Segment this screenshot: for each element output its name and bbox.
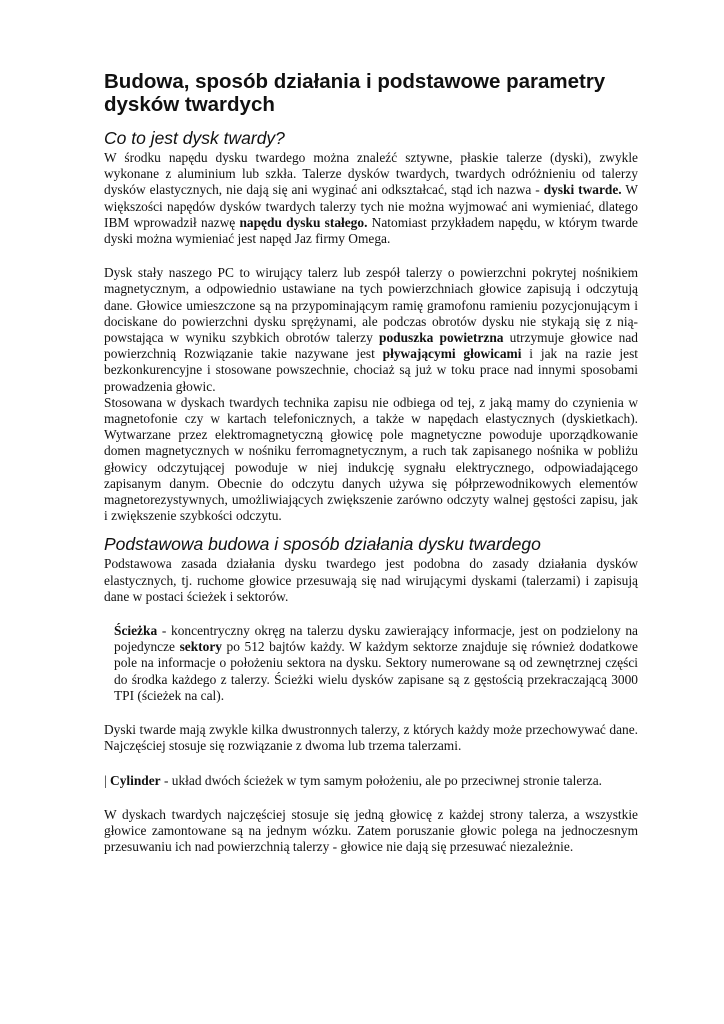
text: po 512 bajtów każdy. W każdym sektorze znajduje się również dodatkowe pole na informacje o położeniu sektora na dysku. Sektory numerowane są od zewnętrznej części do środka każdego z talerzy. Ścieżki wielu dysków zapisane są z gęstością przekraczającą 3000 TPI (ścieżek na cal). xyxy=(114,639,638,703)
paragraph-track-definition xyxy=(114,623,638,704)
bold-term-plywajace-glowice: pływającymi głowicami xyxy=(382,346,522,362)
paragraph-heads: W dyskach twardych najczęściej stosuje się jedną głowicę z każdej strony talerza, a wszystkie głowice zamontowane są na jednym wózku. Zatem poruszanie głowic polega na jednoczesnym przesuwaniu ich nad powierzchnią talerzy - głowice nie dają się przesuwać niezależnie. xyxy=(104,806,638,855)
document-title: Budowa, sposób działania i podstawowe parametry dysków twardych xyxy=(104,70,606,116)
text: i jak na razie jest bezkonkurencyjne i stosowane powszechnie, chociaż są już w toku prace nad innymi sposobami prowadzenia głowic. xyxy=(104,346,638,394)
document-page xyxy=(104,70,638,855)
bold-term-poduszka-powietrzna: poduszka powietrzna xyxy=(379,330,504,346)
section-heading-basic-structure: Podstawowa budowa i sposób działania dysku twardego xyxy=(104,534,541,555)
bold-term-napedu-dysku-stalego: napędu dysku stałego. xyxy=(239,214,368,230)
text: | xyxy=(104,772,111,788)
paragraph-platters: Dyski twarde mają zwykle kilka dwustronnych talerzy, z których każdy może przechowywać dane. Najczęściej stosuje się rozwiązanie z dwoma lub trzema talerzami. xyxy=(104,722,638,754)
text: Natomiast przykładem napędu, w którym twarde dyski można wymieniać jest napęd Jaz firmy Omega. xyxy=(104,214,638,247)
bold-term-dyski-twarde: dyski twarde. xyxy=(543,182,622,198)
paragraph-how-it-works xyxy=(104,265,638,395)
paragraph-cylinder-definition xyxy=(104,773,638,789)
text: W środku napędu dysku twardego można znaleźć sztywne, płaskie talerze (dyski), zwykle wykonane z aluminium lub szkła. Talerze dysków twardych, twardych odróżnieniu od talerzy dysków elastycznych, nie dają się ani wyginać ani odkształcać, stąd ich nazwa - xyxy=(104,150,638,198)
paragraph-basic-principle: Podstawowa zasada działania dysku twardego jest podobna do zasady działania dysków elastycznych, tj. ruchome głowice przesuwają się nad wirującymi dyskami (talerzami) i zapisują dane w postaci ścieżek i sektorów. xyxy=(104,556,638,604)
section-heading-what-is-hdd: Co to jest dysk twardy? xyxy=(104,128,285,148)
text: utrzymuje głowice nad powierzchnią Rozwiązanie takie nazywane jest xyxy=(104,330,638,362)
paragraph-intro xyxy=(104,150,638,247)
text: - koncentryczny okręg na talerzu dysku zawierający informacje, jest on podzielony na pojedyncze xyxy=(114,623,638,655)
bold-term-sciezka: Ścieżka xyxy=(114,623,158,639)
text: Dysk stały naszego PC to wirujący talerz lub zespół talerzy o powierzchni pokrytej nośnikiem magnetycznym, a odpowiednio ustawiane na tych powierzchniach głowice zapisują i odczytują dane. Głowice umieszczone są na przypominającym ramię gramofonu ramieniu pozycjonującym i dociskane do powierzchni dysku sprężynami, ale podczas obrotów dysku nie stykają się z nią- powstająca w wyniku szybkich obrotów talerzy xyxy=(104,265,638,346)
text: - układ dwóch ścieżek w tym samym położeniu, ale po przeciwnej stronie talerza. xyxy=(160,772,602,788)
paragraph-recording-technique: Stosowana w dyskach twardych technika zapisu nie odbiega od tej, z jaką mamy do czynienia w magnetofonie czy w kartach telefonicznych, a także w napędach elastycznych (dyskietkach). Wytwarzane przez elektromagnetyczną głowicę pole magnetyczne powoduje uporządkowanie domen magnetycznych w nośniku ferromagnetycznym, a ruch tak zapisanego nośnika w pobliżu głowicy odczytującej powoduje w niej indukcję sygnału elektrycznego, odpowiadającego zapisanym danym. Obecnie do odczytu danych używa się półprzewodnikowych elementów magnetorezystywnych, umożliwiających zwiększenie zarówno odczyty walnej gęstości zapisu, jak i zwiększenie szybkości odczytu. xyxy=(104,394,638,524)
bold-term-sektory: sektory xyxy=(179,639,222,655)
bold-term-cylinder: Cylinder xyxy=(110,772,161,788)
text: W większości napędów dysków twardych talerzy tych nie można wyjmować ani wymieniać, dlatego IBM wprowadził nazwę xyxy=(104,182,638,230)
